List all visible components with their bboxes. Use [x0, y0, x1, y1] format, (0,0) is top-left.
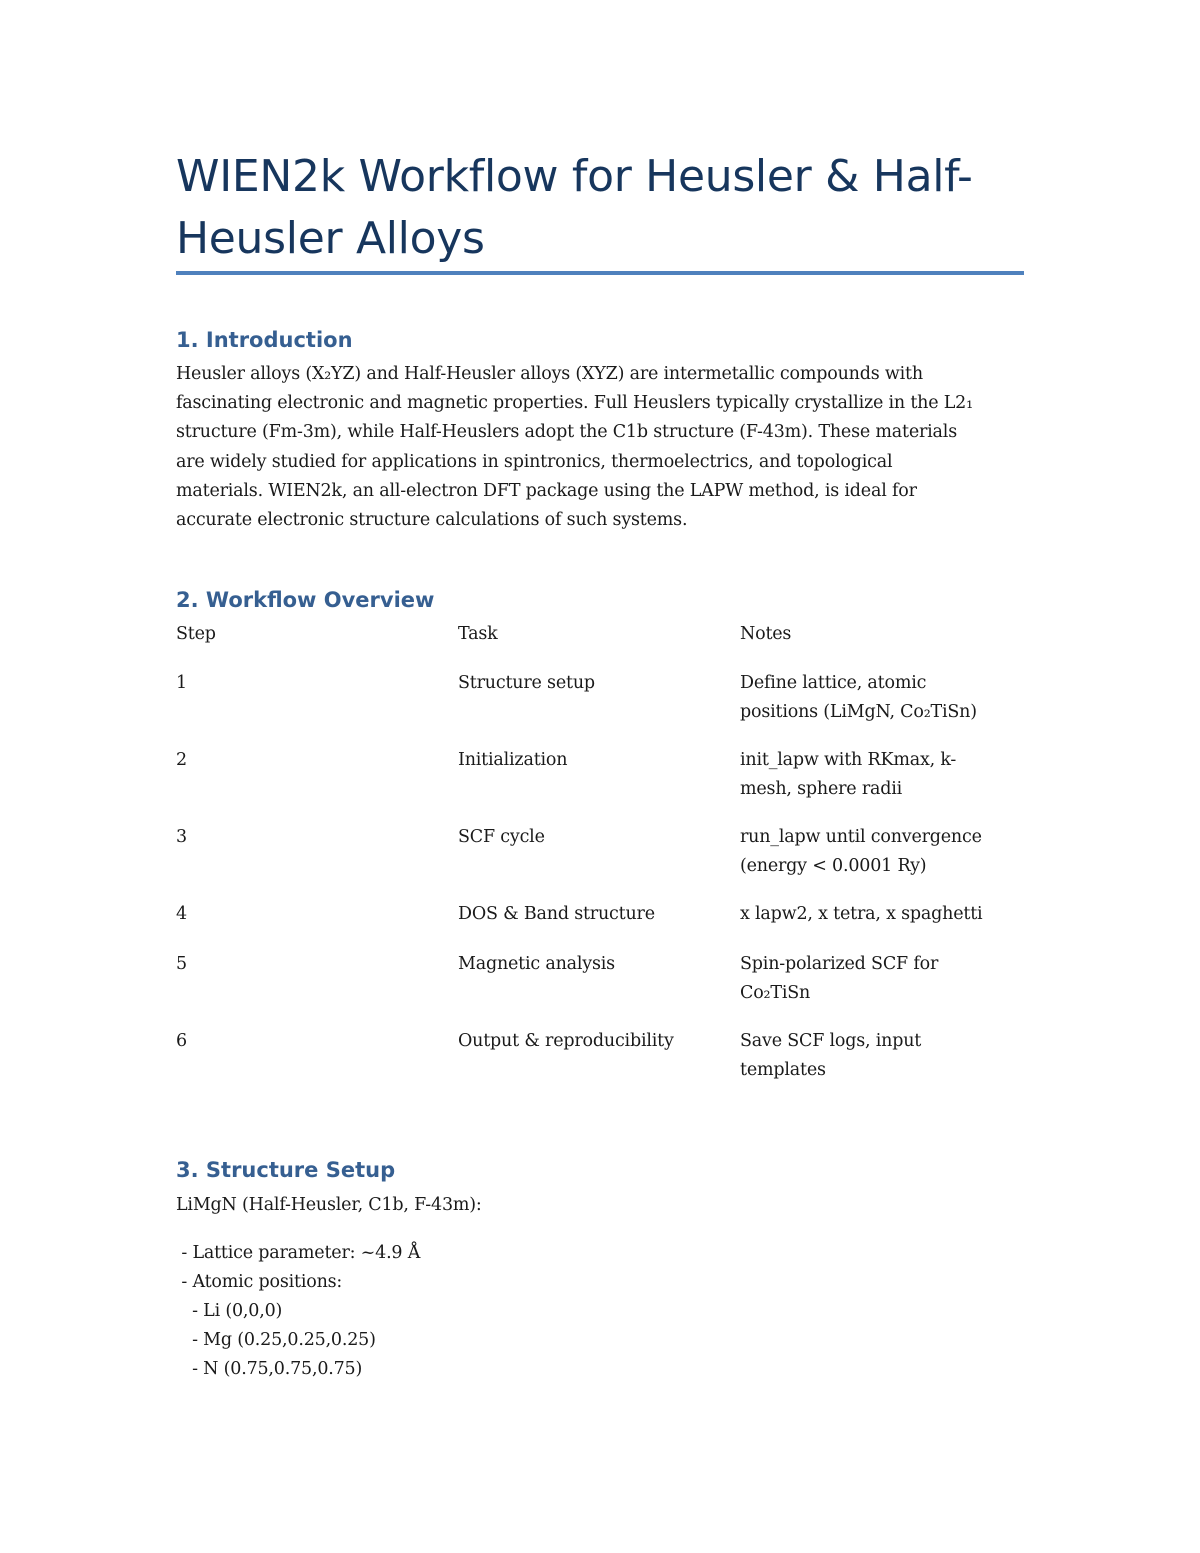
notes-line: Co₂TiSn	[740, 983, 811, 1003]
task-cell: Magnetic analysis	[458, 954, 615, 974]
introduction-paragraph	[176, 360, 1026, 535]
step-cell: 4	[176, 904, 187, 924]
notes-line: (energy < 0.0001 Ry)	[740, 856, 927, 876]
title-underline	[176, 271, 1024, 275]
notes-line: templates	[740, 1060, 826, 1080]
structure-parameter-list	[176, 1239, 420, 1384]
paragraph-line: accurate electronic structure calculations of such systems.	[176, 510, 688, 531]
section-heading-introduction: 1. Introduction	[176, 328, 353, 352]
notes-cell	[740, 900, 1020, 929]
list-item: - Li (0,0,0)	[176, 1301, 283, 1321]
paragraph-line: Heusler alloys (X₂YZ) and Half-Heusler alloys (XYZ) are intermetallic compounds with	[176, 364, 923, 384]
column-header-notes: Notes	[740, 624, 792, 644]
notes-line: positions (LiMgN, Co₂TiSn)	[740, 702, 977, 722]
title-line-2: Heusler Alloys	[176, 213, 485, 264]
notes-cell	[740, 823, 1020, 881]
task-cell: SCF cycle	[458, 827, 545, 847]
document-title	[176, 146, 1036, 270]
list-item: - N (0.75,0.75,0.75)	[176, 1359, 363, 1379]
section-heading-structure-setup: 3. Structure Setup	[176, 1158, 396, 1182]
paragraph-line: materials. WIEN2k, an all-electron DFT package using the LAPW method, is ideal for	[176, 480, 917, 501]
notes-line: Save SCF logs, input	[740, 1031, 922, 1051]
step-cell: 6	[176, 1031, 187, 1051]
paragraph-line: structure (Fm-3m), while Half-Heuslers adopt the C1b structure (F-43m). These materials	[176, 422, 957, 443]
list-item: - Atomic positions:	[176, 1272, 343, 1292]
step-cell: 3	[176, 827, 187, 847]
notes-line: x lapw2, x tetra, x spaghetti	[740, 904, 983, 924]
notes-cell	[740, 1027, 1020, 1085]
task-cell: Initialization	[458, 750, 568, 770]
notes-cell	[740, 950, 1020, 1008]
task-cell: DOS & Band structure	[458, 904, 655, 924]
list-item: - Mg (0.25,0.25,0.25)	[176, 1330, 376, 1350]
task-cell: Output & reproducibility	[458, 1031, 674, 1051]
task-cell: Structure setup	[458, 673, 595, 693]
notes-cell	[740, 746, 1020, 804]
list-item: - Lattice parameter: ~4.9 Å	[176, 1243, 421, 1263]
step-cell: 5	[176, 954, 187, 974]
title-line-1: WIEN2k Workflow for Heusler & Half-	[176, 151, 973, 202]
column-header-step: Step	[176, 624, 216, 644]
paragraph-line: are widely studied for applications in spintronics, thermoelectrics, and topological	[176, 451, 893, 472]
notes-line: init_lapw with RKmax, k-	[740, 750, 957, 770]
column-header-task: Task	[458, 624, 498, 644]
step-cell: 1	[176, 673, 187, 693]
notes-line: Spin-polarized SCF for	[740, 954, 939, 974]
section-heading-workflow-overview: 2. Workflow Overview	[176, 588, 435, 612]
paragraph-line: fascinating electronic and magnetic properties. Full Heuslers typically crystallize in the L2₁	[176, 393, 973, 414]
structure-subtitle: LiMgN (Half-Heusler, C1b, F-43m):	[176, 1195, 482, 1215]
step-cell: 2	[176, 750, 187, 770]
notes-line: mesh, sphere radii	[740, 779, 903, 799]
notes-line: run_lapw until convergence	[740, 827, 982, 847]
notes-line: Define lattice, atomic	[740, 673, 927, 693]
notes-cell	[740, 669, 1020, 727]
